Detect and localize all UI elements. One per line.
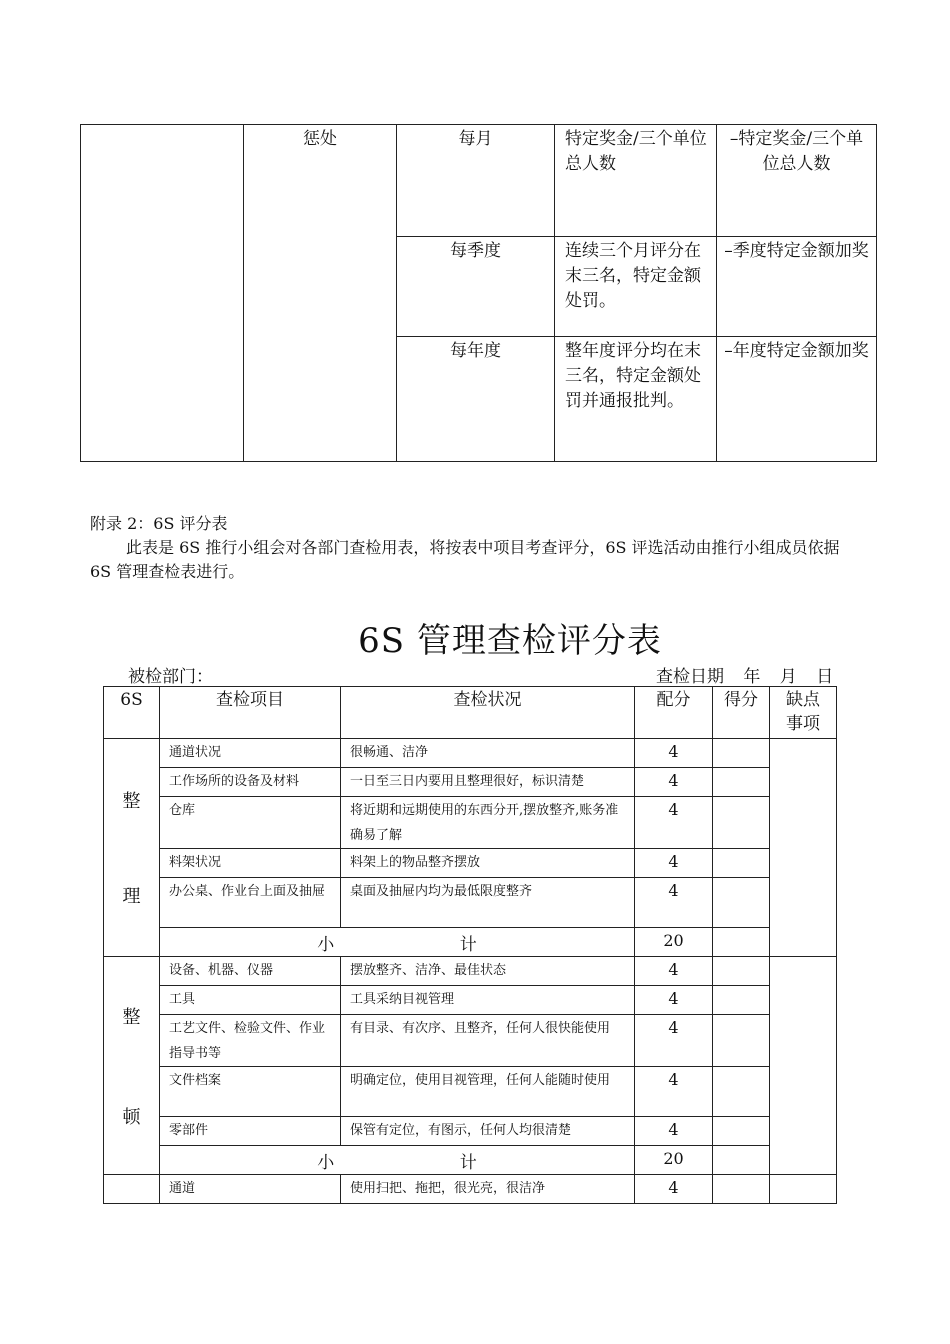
score-cell[interactable] (713, 986, 770, 1015)
header-6s: 6S (104, 687, 160, 739)
status-cell: 料架上的物品整齐摆放 (341, 849, 635, 878)
score-cell[interactable] (713, 1067, 770, 1117)
status-cell: 摆放整齐、洁净、最佳状态 (341, 957, 635, 986)
category-cell (104, 1175, 160, 1204)
dept-label: 被检部门： (128, 667, 213, 687)
header-item: 查检项目 (160, 687, 341, 739)
category-char: 顿 (122, 1106, 141, 1128)
category-cell (104, 739, 160, 957)
status-cell: 工具采纳目视管理 (341, 986, 635, 1015)
item-cell: 通道 (160, 1175, 341, 1204)
points-cell: 4 (635, 878, 713, 928)
appendix-heading: 附录 2：6S 评分表 (90, 514, 228, 533)
points-cell: 4 (635, 849, 713, 878)
table-row (104, 1015, 837, 1067)
empty-cell (81, 125, 244, 462)
status-cell: 一日至三日内要用且整理很好，标识清楚 (341, 768, 635, 797)
category-char: 理 (122, 886, 141, 907)
table-row (104, 1175, 837, 1204)
rule-cell: 连续三个月评分在末三名，特定金额处罚。 (555, 237, 717, 337)
score-cell[interactable] (713, 1146, 770, 1175)
header-defect: 缺点事项 (770, 687, 837, 739)
item-cell: 仓库 (160, 797, 341, 849)
subtotal-value: 20 (635, 1146, 713, 1175)
score-cell[interactable] (713, 957, 770, 986)
score-cell[interactable] (713, 849, 770, 878)
item-cell: 文件档案 (160, 1067, 341, 1117)
score-cell[interactable] (713, 1117, 770, 1146)
points-cell: 4 (635, 957, 713, 986)
points-cell: 4 (635, 768, 713, 797)
table-row (104, 739, 837, 768)
item-cell: 工艺文件、检验文件、作业指导书等 (160, 1015, 341, 1067)
table-row (104, 878, 837, 928)
score-cell[interactable] (713, 739, 770, 768)
points-cell: 4 (635, 797, 713, 849)
score-cell[interactable] (713, 1175, 770, 1204)
status-cell: 将近期和远期使用的东西分开,摆放整齐,账务准确易了解 (341, 797, 635, 849)
header-points: 配分 (635, 687, 713, 739)
item-cell: 办公桌、作业台上面及抽屉 (160, 878, 341, 928)
period-cell: 每年度 (397, 337, 555, 462)
score-cell[interactable] (713, 878, 770, 928)
table-row (104, 797, 837, 849)
table-row (104, 957, 837, 986)
item-cell: 工具 (160, 986, 341, 1015)
table-row (104, 986, 837, 1015)
reward-cell: –特定奖金/三个单位总人数 (717, 125, 877, 237)
points-cell: 4 (635, 1175, 713, 1204)
points-cell: 4 (635, 1067, 713, 1117)
status-cell: 有目录、有次序、且整齐，任何人很快能使用 (341, 1015, 635, 1067)
item-cell: 零部件 (160, 1117, 341, 1146)
score-cell[interactable] (713, 797, 770, 849)
header-row (104, 687, 837, 739)
status-cell: 使用扫把、拖把，很光亮，很洁净 (341, 1175, 635, 1204)
points-cell: 4 (635, 1117, 713, 1146)
defect-cell[interactable] (770, 1175, 837, 1204)
header-score: 得分 (713, 687, 770, 739)
defect-cell[interactable] (770, 739, 837, 957)
table-row (104, 1117, 837, 1146)
status-cell: 明确定位，使用目视管理，任何人能随时使用 (341, 1067, 635, 1117)
defect-cell[interactable] (770, 957, 837, 1175)
period-cell: 每季度 (397, 237, 555, 337)
penalty-label: 惩处 (244, 125, 397, 462)
status-cell: 保管有定位，有图示，任何人均很清楚 (341, 1117, 635, 1146)
points-cell: 4 (635, 739, 713, 768)
reward-cell: –年度特定金额加奖 (717, 337, 877, 462)
header-status: 查检状况 (341, 687, 635, 739)
table-row (104, 768, 837, 797)
points-cell: 4 (635, 986, 713, 1015)
item-cell: 通道状况 (160, 739, 341, 768)
score-cell[interactable] (713, 928, 770, 957)
category-cell (104, 957, 160, 1175)
reward-cell: –季度特定金额加奖 (717, 237, 877, 337)
date-label: 查检日期 年 月 日 (656, 667, 834, 687)
appendix-intro: 此表是 6S 推行小组会对各部门查检用表，将按表中项目考查评分，6S 评选活动由推行小组成员依据 6S 管理查检表进行。 (90, 538, 840, 581)
points-cell: 4 (635, 1015, 713, 1067)
rule-cell: 特定奖金/三个单位总人数 (555, 125, 717, 237)
subtotal-row (104, 1146, 837, 1175)
subtotal-label: 小 计 (160, 1146, 635, 1175)
status-cell: 桌面及抽屉内均为最低限度整齐 (341, 878, 635, 928)
subtotal-label: 小 计 (160, 928, 635, 957)
rule-cell: 整年度评分均在末三名，特定金额处罚并通报批判。 (555, 337, 717, 462)
status-cell: 很畅通、洁净 (341, 739, 635, 768)
subtotal-row (104, 928, 837, 957)
score-cell[interactable] (713, 1015, 770, 1067)
item-cell: 设备、机器、仪器 (160, 957, 341, 986)
scoring-table (103, 686, 837, 1204)
category-char: 整 (122, 1006, 141, 1028)
subtotal-value: 20 (635, 928, 713, 957)
reward-penalty-table (80, 124, 877, 462)
category-char: 整 (122, 791, 141, 812)
item-cell: 工作场所的设备及材料 (160, 768, 341, 797)
period-cell: 每月 (397, 125, 555, 237)
table-row (104, 1067, 837, 1117)
form-title: 6S 管理查检评分表 (358, 621, 662, 661)
score-cell[interactable] (713, 768, 770, 797)
table-row (104, 849, 837, 878)
item-cell: 料架状况 (160, 849, 341, 878)
